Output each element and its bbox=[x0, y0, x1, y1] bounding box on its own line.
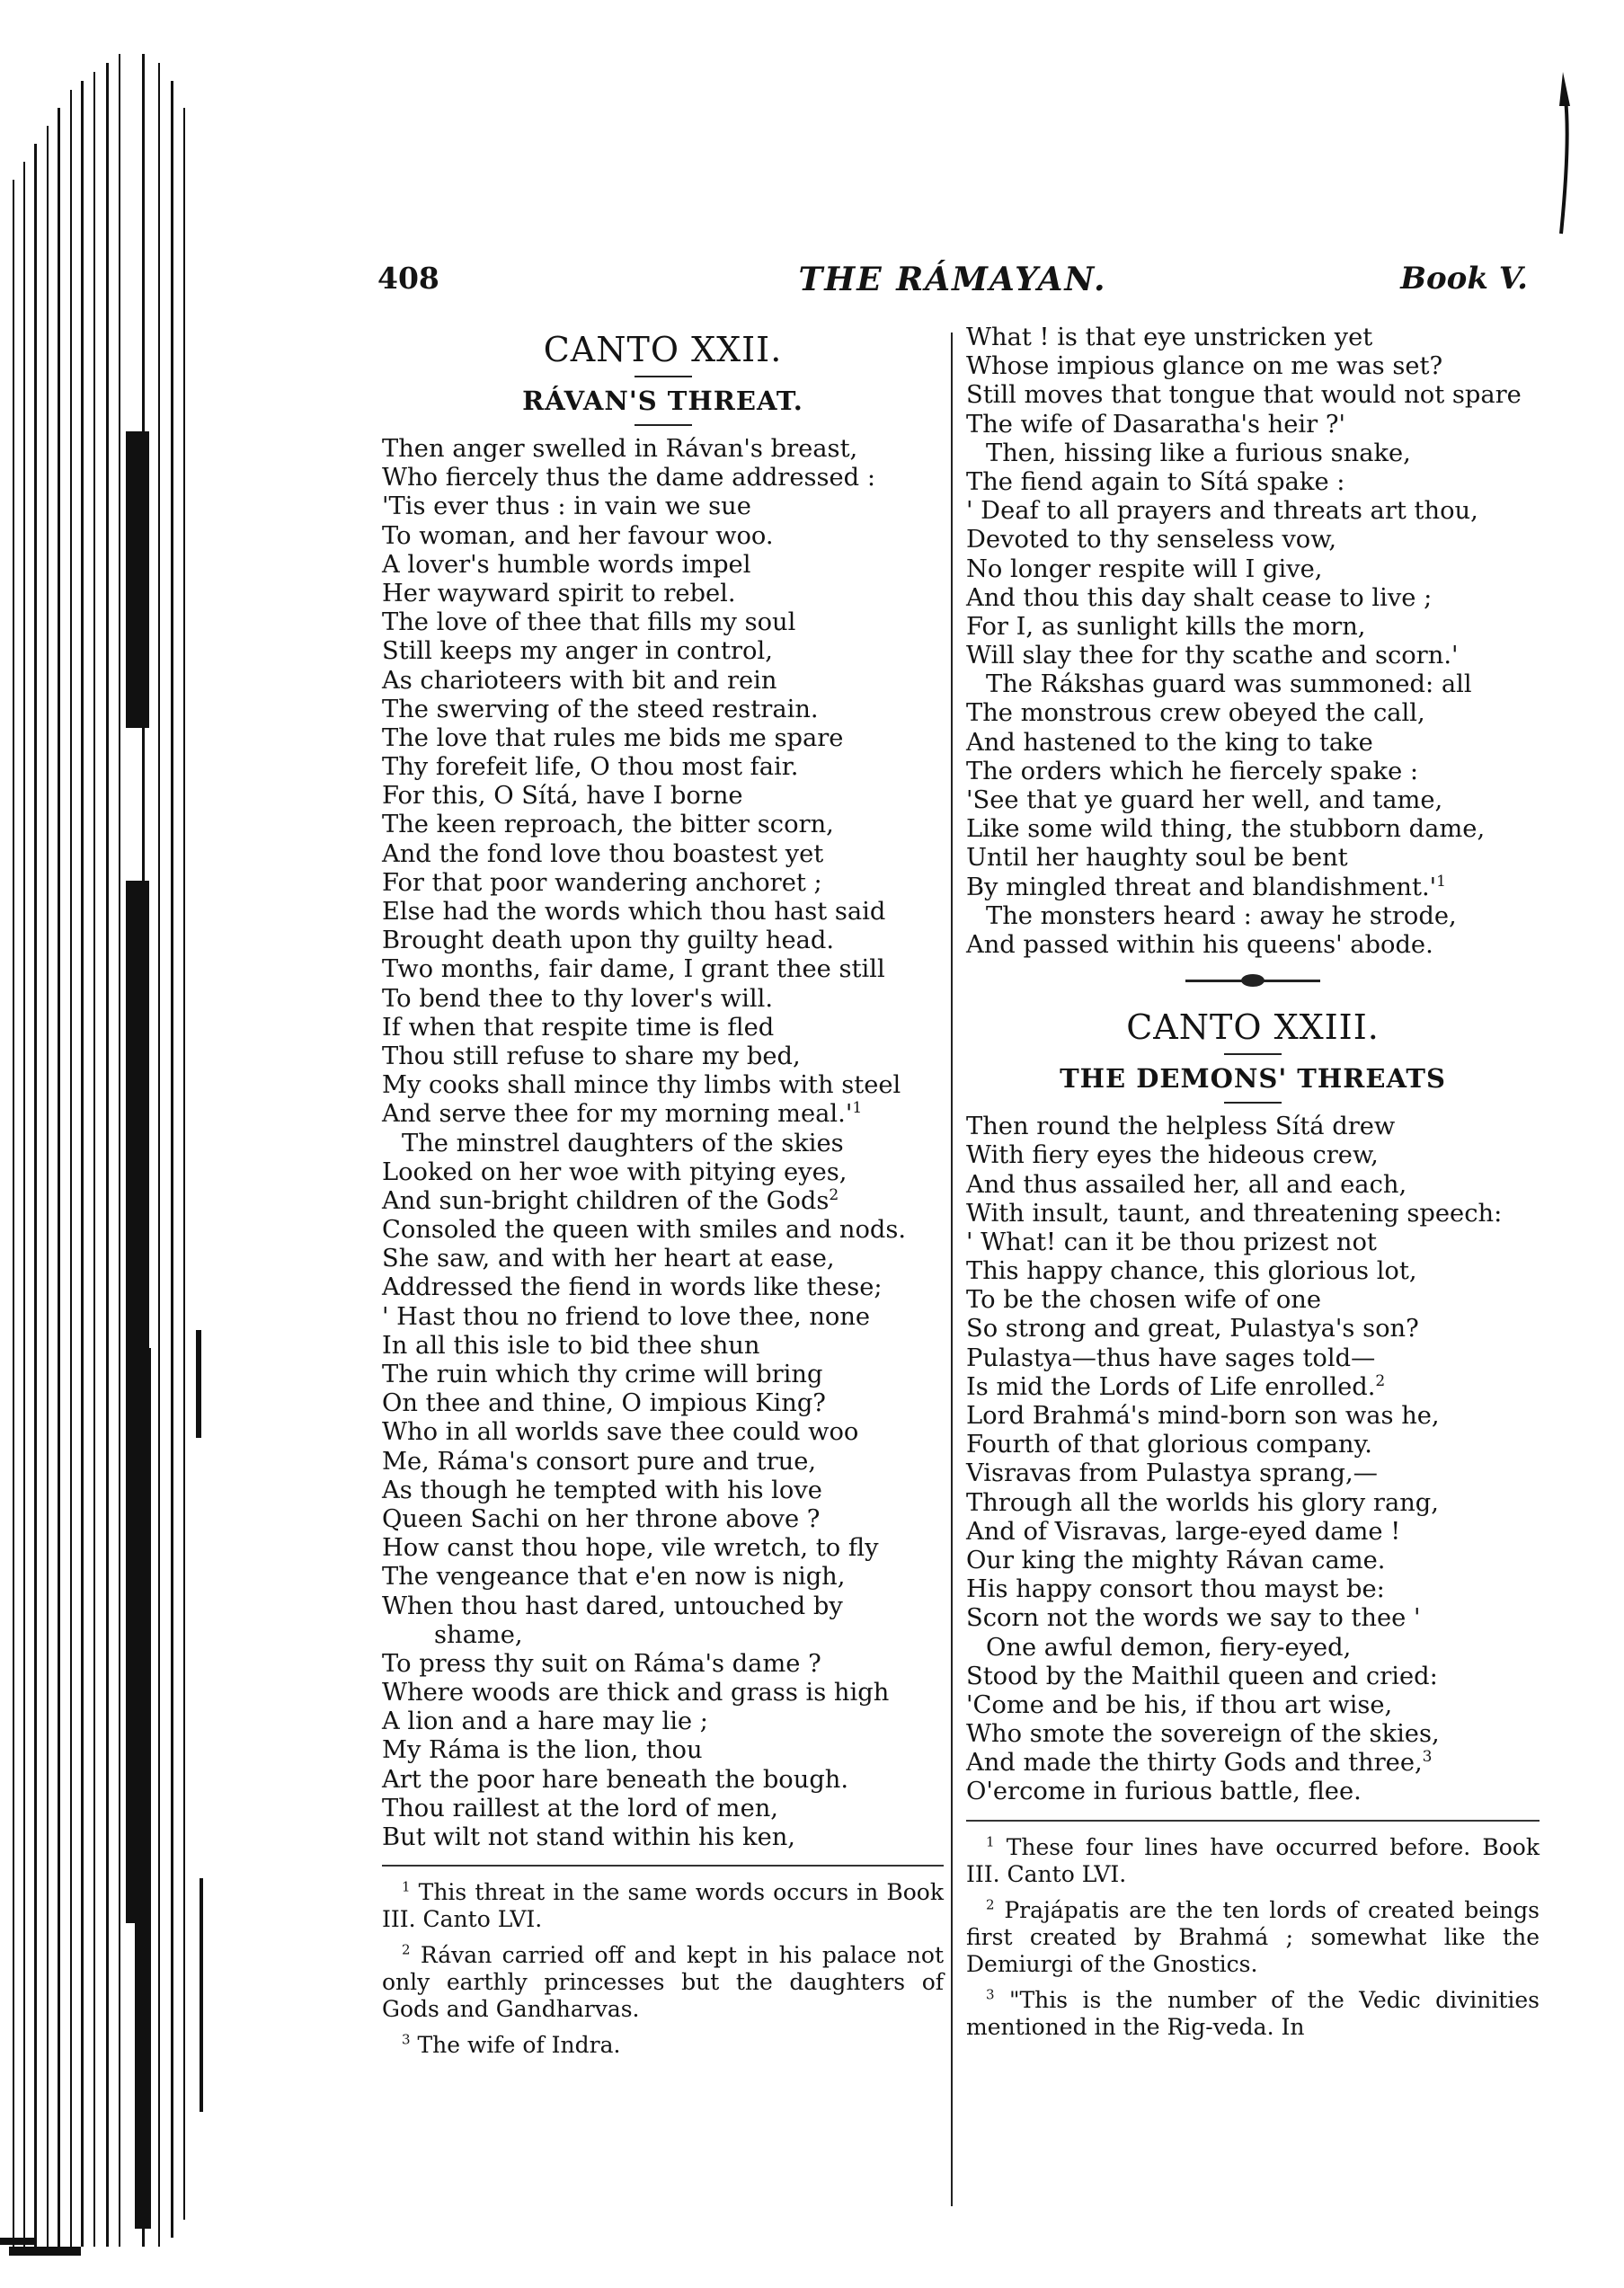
verse-line: Then anger swelled in Rávan's breast, bbox=[382, 435, 858, 463]
verse-line: But wilt not stand within his ken, bbox=[382, 1823, 795, 1851]
footnote-rule bbox=[382, 1865, 944, 1867]
footnote-ref: 3 bbox=[1422, 1748, 1433, 1767]
verse-line: Devoted to thy senseless vow, bbox=[966, 526, 1337, 554]
verse-line: Fourth of that glorious company. bbox=[966, 1431, 1372, 1459]
verse-line: By mingled threat and $blandishment.'^1$ bbox=[966, 872, 1446, 901]
verse-line: For I, as sunlight kills the morn, bbox=[966, 612, 1366, 641]
canto-heading: CANTO XXII. bbox=[543, 330, 783, 369]
canto-subtitle: RÁVAN'S THREAT. bbox=[522, 386, 803, 416]
verse-line: O'ercome in furious battle, flee. bbox=[966, 1778, 1362, 1806]
running-title: THE RÁMAYAN. bbox=[798, 261, 1107, 298]
verse-line: My Ráma is the lion, thou bbox=[382, 1736, 703, 1765]
footnote: $^2$ Rávan carried off and kept in his palace not only earthly princesses but the daughters of Gods and Gandharvas. bbox=[382, 1941, 944, 2023]
verse-line: A lover's humble words impel bbox=[382, 550, 751, 579]
verse-line: The ruin which thy crime will bring bbox=[382, 1361, 823, 1388]
verse-line: On thee and thine, O impious King? bbox=[382, 1389, 826, 1418]
footnote: $^3$ "This is the number of the Vedic divinities mentioned in the Rig-veda. In bbox=[966, 1986, 1540, 2040]
verse-line: 'Come and be his, if thou art wise, bbox=[966, 1690, 1393, 1719]
verse-line: So strong and great, Pulastya's son? bbox=[966, 1315, 1419, 1344]
verse-line: And passed within his queens' abode. bbox=[966, 930, 1433, 959]
verse-line: With fiery eyes the hideous crew, bbox=[966, 1141, 1379, 1170]
footnote-ref: 2 bbox=[829, 1185, 839, 1204]
running-header bbox=[377, 261, 1528, 306]
verse-line: And serve thee for my morning $meal.'^1$ bbox=[382, 1099, 863, 1129]
verse-line: My cooks shall mince thy limbs with steel bbox=[382, 1071, 901, 1100]
verse-line: Lord Brahmá's mind-born son was he, bbox=[966, 1402, 1440, 1430]
verse-line: ' Deaf to all prayers and threats art thou, bbox=[966, 497, 1478, 526]
verse-line: The vengeance that e'en now is nigh, bbox=[382, 1563, 846, 1592]
verse-line: No longer respite will I give, bbox=[966, 554, 1323, 583]
verse-line: For this, O Sítá, have I borne bbox=[382, 782, 743, 811]
verse-line: shame, bbox=[434, 1620, 523, 1649]
verse-line: For that poor wandering anchoret ; bbox=[382, 868, 822, 897]
verse-line: She saw, and with her heart at ease, bbox=[382, 1245, 835, 1273]
verse-line: Stood by the Maithil queen and cried: bbox=[966, 1662, 1438, 1690]
section-ornament bbox=[966, 960, 1540, 1001]
canto-heading: CANTO XXIII. bbox=[1126, 1007, 1380, 1048]
verse-line: Who smote the sovereign of the skies, bbox=[966, 1720, 1440, 1749]
verse-line: The orders which he fiercely spake : bbox=[966, 757, 1419, 785]
verse-line: The minstrel daughters of the skies bbox=[402, 1129, 844, 1157]
verse-line: The love of thee that fills my soul bbox=[382, 608, 796, 637]
verse-line: To bend thee to thy lover's will. bbox=[382, 984, 774, 1013]
verse-line: Thou still refuse to share my bed, bbox=[382, 1042, 801, 1070]
verse-line: Brought death upon thy guilty head. bbox=[382, 927, 835, 955]
verse-line: If when that respite time is fled bbox=[382, 1013, 775, 1042]
verse-line: Consoled the queen with smiles and nods. bbox=[382, 1216, 907, 1245]
verse-line: Where woods are thick and grass is high bbox=[382, 1679, 890, 1707]
footnote-ref: 2 bbox=[1375, 1371, 1386, 1390]
verse-line: As though he tempted with his love bbox=[382, 1476, 822, 1504]
verse-line: Our king the mighty Rávan came. bbox=[966, 1546, 1386, 1574]
verse-line: Until her haughty soul be bent bbox=[966, 844, 1348, 873]
verse-line: 'See that ye guard her well, and tame, bbox=[966, 786, 1443, 814]
verse-line: And the fond love thou boastest yet bbox=[382, 839, 824, 868]
verse-line: And made the thirty Gods and three,$^3$ bbox=[966, 1748, 1433, 1778]
verse-line: And thus assailed her, all and each, bbox=[966, 1170, 1407, 1199]
book-label: Book V. bbox=[1400, 261, 1528, 297]
verse-line: Addressed the fiend in words like these; bbox=[382, 1273, 883, 1302]
verse-line: How canst thou hope, vile wretch, to fly bbox=[382, 1534, 879, 1563]
verse-line: Still keeps my anger in control, bbox=[382, 637, 773, 666]
column-divider bbox=[951, 333, 953, 2206]
verse-line: Two months, fair dame, I grant thee still bbox=[382, 955, 885, 984]
verse-line: Who fiercely thus the dame addressed : bbox=[382, 464, 876, 492]
verse-line: Will slay thee for thy scathe and scorn.' bbox=[966, 642, 1459, 670]
verse-line: Art the poor hare beneath the bough. bbox=[382, 1765, 849, 1794]
verse-line: Then, hissing like a furious snake, bbox=[986, 439, 1411, 467]
verse-line: ' What! can it be thou prizest not bbox=[966, 1228, 1377, 1256]
verse-line: What ! is that eye unstricken yet bbox=[966, 324, 1373, 351]
book-fore-edge bbox=[0, 0, 243, 2288]
verse-line: In all this isle to bid thee shun bbox=[382, 1331, 760, 1360]
verse-line: This happy chance, this glorious lot, bbox=[966, 1257, 1417, 1286]
verse-line: With insult, taunt, and threatening speech: bbox=[966, 1199, 1503, 1228]
verse-line: The wife of Dasaratha's heir ?' bbox=[966, 410, 1345, 439]
ink-mark bbox=[1516, 0, 1624, 270]
verse-line: Thy forefeit life, O thou most fair. bbox=[382, 753, 799, 782]
verse-line: Me, Ráma's consort pure and true, bbox=[382, 1447, 817, 1476]
footnote: $^1$ This threat in the same words occurs in Book III. Canto LVI. bbox=[382, 1878, 944, 1933]
verse-line: Whose impious glance on me was set? bbox=[966, 352, 1443, 381]
footnote: $^1$ These four lines have occurred before. Book III. Canto LVI. bbox=[966, 1833, 1540, 1887]
verse-line: Looked on her woe with pitying eyes, bbox=[382, 1157, 847, 1186]
verse-line: One awful demon, fiery-eyed, bbox=[986, 1633, 1352, 1662]
verse-line: 'Tis ever thus : in vain we sue bbox=[382, 492, 751, 521]
verse-line: His happy consort thou mayst be: bbox=[966, 1575, 1385, 1604]
verse-line: And sun-bright children of the Gods$^2$ bbox=[382, 1185, 839, 1215]
verse-line: Still moves that tongue that would not spare bbox=[966, 381, 1522, 410]
verse-line: The Rákshas guard was summoned: all bbox=[986, 670, 1472, 699]
verse-line: The love that rules me bids me spare bbox=[382, 723, 844, 752]
page-number: 408 bbox=[377, 261, 439, 296]
verse-line: When thou hast dared, untouched by bbox=[382, 1592, 843, 1620]
verse-line: The monstrous crew obeyed the call, bbox=[966, 699, 1425, 728]
footnote-rule bbox=[966, 1820, 1540, 1822]
verse-line: The fiend again to Sítá spake : bbox=[966, 467, 1345, 496]
verse-line: And of Visravas, large-eyed dame ! bbox=[966, 1517, 1401, 1546]
verse-line: Pulastya—thus have sages told— bbox=[966, 1344, 1376, 1372]
verse-line: Else had the words which thou hast said bbox=[382, 898, 886, 926]
footnote-ref: 1 bbox=[852, 1099, 863, 1118]
verse-line: Queen Sachi on her throne above ? bbox=[382, 1504, 821, 1533]
verse-line: The swerving of the steed restrain. bbox=[382, 695, 819, 723]
canto-subtitle: THE DEMONS' THREATS bbox=[1060, 1063, 1446, 1095]
verse-line: Then round the helpless Sítá drew bbox=[966, 1113, 1396, 1141]
verse-line: Thou raillest at the lord of men, bbox=[382, 1794, 778, 1822]
footnote: $^2$ Prajápatis are the ten lords of created beings first created by Brahmá ; somewhat like the Demiurgi of the Gnostics. bbox=[966, 1896, 1540, 1977]
verse-line: Through all the worlds his glory rang, bbox=[966, 1488, 1439, 1517]
verse-line: To press thy suit on Ráma's dame ? bbox=[382, 1649, 821, 1678]
verse-line: Who in all worlds save thee could woo bbox=[382, 1418, 859, 1447]
verse-line: And hastened to the king to take bbox=[966, 728, 1373, 757]
verse-line: To be the chosen wife of one bbox=[966, 1286, 1322, 1315]
left-column bbox=[382, 324, 944, 2068]
verse-line: The keen reproach, the bitter scorn, bbox=[382, 811, 834, 839]
verse-line: As charioteers with bit and rein bbox=[382, 666, 777, 695]
right-column bbox=[966, 324, 1540, 2050]
verse-line: ' Hast thou no friend to love thee, none bbox=[382, 1302, 871, 1331]
verse-line: Scorn not the words we say to thee ' bbox=[966, 1604, 1421, 1633]
footnote-ref: 1 bbox=[1436, 872, 1446, 891]
verse-line: Is mid the Lords of Life enrolled.$^2$ bbox=[966, 1371, 1386, 1401]
verse-line: And thou this day shalt cease to live ; bbox=[966, 583, 1433, 612]
verse-line: Her wayward spirit to rebel. bbox=[382, 579, 736, 607]
verse-line: To woman, and her favour woo. bbox=[382, 521, 774, 550]
verse-line: Visravas from Pulastya sprang,— bbox=[966, 1459, 1378, 1488]
verse-line: The monsters heard : away he strode, bbox=[986, 901, 1457, 930]
verse-line: A lion and a hare may lie ; bbox=[382, 1707, 708, 1736]
verse-line: Like some wild thing, the stubborn dame, bbox=[966, 815, 1486, 844]
footnote: $^3$ The wife of Indra. bbox=[402, 2031, 621, 2059]
